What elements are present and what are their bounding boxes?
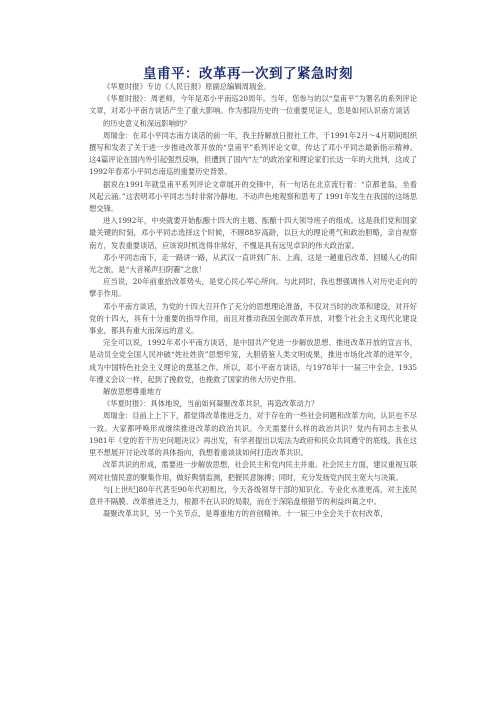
paragraph: 《华夏时报》：具体地说，当前如何凝聚改革共识，再造改革动力？ <box>103 399 319 409</box>
paragraph: 《华夏时报》：周老师，今年是邓小平南巡20周年。当年，您参与的以“皇甫平”为署名的系列评论文章，对邓小平南方谈话产生了重大影响。作为那段历史的一位重要见证人，您是如何认识南方谈话 <box>89 94 417 116</box>
paragraph: 进入1992年，中央就要开始酝酿十四大的主题、酝酿十四大领导班子的组成。这是我们党和国家最关键的时刻，邓小平同志选择这个时候，不顾88岁高龄，以巨大的理论勇气和政治胆略，亲自视察南方，发表重要谈话，应该说时机选得非常好，不愧是具有远见卓识的伟大政治家。 <box>89 216 417 250</box>
paragraph: 周瑞金：目前上上下下，都觉得改革推进乏力，对于存在的一些社会问题和改革方向，认识也不尽一致。大家都呼唤形成继续推进改革的政治共识。今天需要什么样的政治共识？党内有同志主张从1981年《党的若干历史问题决议》再出发，有学者提出以宪法为政府和民众共同遵守的底线。我在这里不想展开讨论改革的具体指向，我想着重谈谈如何打造改革共识。 <box>89 411 417 458</box>
paragraph: 凝聚改革共识，另一个关节点，是尊重地方的首创精神。十一届三中全会关于农村改革， <box>103 509 388 519</box>
section-heading: 解放思想尊重地方 <box>103 387 162 397</box>
paragraph: 的历史意义和深远影响的？ <box>103 118 191 128</box>
article-title: 皇甫平：改革再一次到了紧急时刻 <box>143 66 353 82</box>
paragraph: 据说在1991年就皇甫平系列评论文章展开的交锋中，有一句话在北京流行着：“京都老翁，坐看风起云涌。”这表明邓小平同志当时非常冷静地、不动声色地观察和思考了 1991年发生在我国的这场思想交锋。 <box>89 179 417 214</box>
paragraph: 改革共识的形成，需要进一步解放思想，社会民主和党内民主并重。社会民主方面，建议重视互联网对社情民意的聚集作用，做好舆情监测，把握民意脉搏；同时，充分发扬党内民主宽大与决策。 <box>89 460 417 482</box>
paragraph: 《华夏时报》专访《人民日报》原副总编辑周瑞金。 <box>103 82 271 91</box>
paragraph: 邓小平同志南下，走一路讲一路，从武汉一直讲到广东、上海，这是一趟重启改革、回暖人心的阳光之旅，是“大音稀声扫阴霾”之旅！ <box>89 252 417 275</box>
article-body <box>89 81 417 520</box>
paragraph: 邓小平南方谈话，为党的十四大召开作了充分的思想理论准备，不仅对当时的改革和建设，对开好党的十四大，具有十分重要的指导作用，而且对推动我国全面改革开放，对整个社会主义现代化建设事业，都具有重大而深远的意义。 <box>89 301 417 336</box>
paragraph: 完全可以说，1992年邓小平南方谈话，是中国共产党进一步解放思想、推进改革开放的宣言书，是动员全党全国人民冲破“姓社姓资”思想牢笼，大胆借鉴人类文明成果，推进市场化改革的进军令，成为中国特色社会主义理论的奠基之作。所以，邓小平南方谈话，与1978年十一届三中全会、1935年遵义会议一样，起到了挽救党，也挽救了国家的伟大历史作用。 <box>89 338 417 384</box>
paragraph: 与[上世纪]80年代甚至90年代初相比，今天各级领导干部的知识化、专业化水准更高，对主流民意并不隔膜。改革推进乏力，根源不在认识的局限，而在于深陷盘根错节的利益纠葛之中。 <box>89 484 417 506</box>
paragraph: 应当说，20年前重拾改革势头，是党心民心军心所向。与此同时，我也想强调伟人对历史走向的擘手作用。 <box>89 277 417 299</box>
paragraph: 周瑞金：在邓小平同志南方谈话的前一年，我主持解放日报社工作，于1991年2月～4月期间组织撰写和发表了关于进一步推进改革开放的“皇甫平”系列评论文章，传达了邓小平同志最新指示精神。这4篇评论在国内外引起强烈反响，但遭到了国内“左”的政治家和理论家们长达一年的大批判，这成了1992年春邓小平同志南巡的重要历史背景。 <box>89 130 417 177</box>
